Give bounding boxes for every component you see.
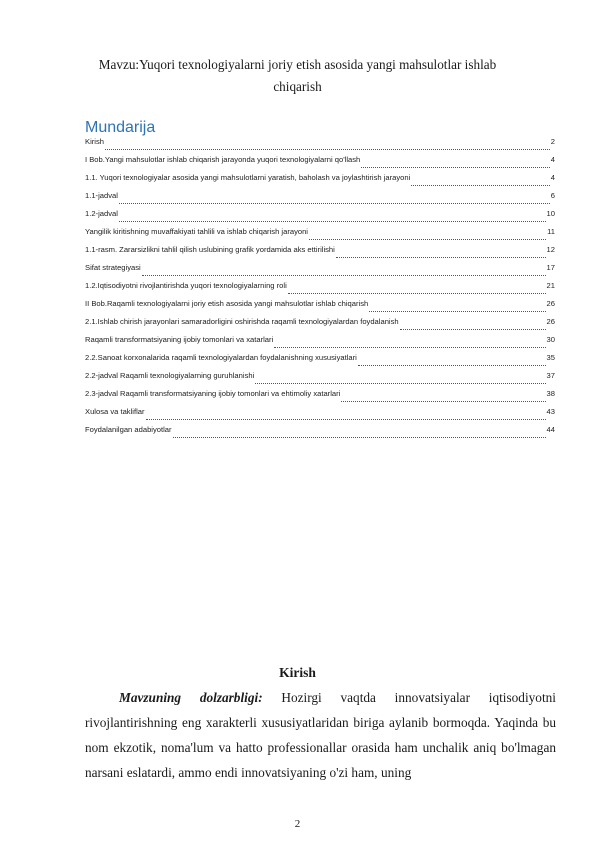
toc-entry[interactable]	[85, 317, 555, 335]
toc-entry[interactable]	[85, 191, 555, 209]
toc-entry-page: 17	[546, 263, 555, 272]
toc-entry-text: 2.3-jadval Raqamli transformatsiyaning ijobiy tomonlari va ehtimoliy xatarlari	[85, 389, 341, 398]
toc-entry-page: 4	[550, 155, 555, 164]
toc-entry[interactable]	[85, 335, 555, 353]
toc-entry[interactable]	[85, 281, 555, 299]
toc-heading: Mundarija	[85, 119, 156, 136]
toc-entry[interactable]	[85, 227, 555, 245]
toc-dot-leader	[119, 203, 550, 204]
toc-entry-page: 26	[546, 317, 555, 326]
toc-entry[interactable]	[85, 299, 555, 317]
toc-dot-leader	[288, 293, 546, 294]
toc-entry-page: 11	[547, 227, 555, 236]
toc-entry[interactable]	[85, 389, 555, 407]
toc-entry[interactable]	[85, 137, 555, 155]
toc-entry-text: Raqamli transformatsiyaning ijobiy tomonlari va xatarlari	[85, 335, 274, 344]
toc-entry-page: 21	[546, 281, 555, 290]
toc-entry-page: 35	[546, 353, 555, 362]
toc-entry-page: 26	[546, 299, 555, 308]
toc-entry-text: II Bob.Raqamli texnologiyalarni joriy etish asosida yangi mahsulotlar ishlab chiqarish	[85, 299, 369, 308]
toc-dot-leader	[369, 311, 545, 312]
toc-dot-leader	[146, 419, 546, 420]
toc-entry-text: Yangilik kiritishning muvaffakiyati tahlili va ishlab chiqarish jarayoni	[85, 227, 308, 236]
toc-entry-text: 1.1-jadval	[85, 191, 118, 200]
toc-entry-page: 4	[550, 173, 555, 182]
toc-dot-leader	[361, 167, 550, 168]
toc-entry[interactable]	[85, 371, 555, 389]
toc-entry-text: 1.2-jadval	[85, 209, 118, 218]
toc-entry[interactable]	[85, 209, 555, 227]
toc-dot-leader	[274, 347, 545, 348]
toc-entry-page: 38	[546, 389, 555, 398]
page-number: 2	[294, 818, 301, 830]
paragraph-text: Hozirgi vaqtda innovatsiyalar iqtisodiyotni rivojlantirishning eng xarakterli xususiyatlaridan biriga aylanib bormoqda. Yaqinda bu nom ekzotik, noma'lum va hatto professionallar orasida ham unchalik aniq bo'lmagan narsani eslatardi, ammo endi innovatsiyaning o'zi ham, uning	[85, 690, 556, 780]
toc-entry-page: 43	[546, 407, 555, 416]
toc-entry[interactable]	[85, 425, 555, 443]
toc-entry-page: 10	[546, 209, 555, 218]
paragraph-lead: Mavzuning dolzarbligi:	[119, 690, 263, 705]
toc-entry-page: 6	[550, 191, 555, 200]
toc-entry-text: 1.2.Iqtisodiyotni rivojlantirishda yuqori texnologiyalarning roli	[85, 281, 287, 290]
toc-dot-leader	[341, 401, 545, 402]
toc-dot-leader	[142, 275, 546, 276]
toc-entry[interactable]	[85, 245, 555, 263]
toc-entry-text: 2.1.Ishlab chirish jarayonlari samaradorligini oshirishda raqamli texnologiyalardan foydalanish	[85, 317, 399, 326]
toc-dot-leader	[119, 221, 546, 222]
toc-entry-text: Xulosa va takliflar	[85, 407, 145, 416]
toc-dot-leader	[400, 329, 546, 330]
toc-entry-text: 2.2.Sanoat korxonalarida raqamli texnologiyalardan foydalanishning xususiyatlari	[85, 353, 357, 362]
toc-entry[interactable]	[85, 407, 555, 425]
toc-entry-text: 1.1-rasm. Zararsizlikni tahlil qilish uslubining grafik yordamida aks ettirilishi	[85, 245, 335, 254]
toc-entry-page: 12	[546, 245, 555, 254]
toc-dot-leader	[173, 437, 546, 438]
toc-entry-text: I Bob.Yangi mahsulotlar ishlab chiqarish jarayonda yuqori texnologiyalarni qo'llash	[85, 155, 361, 164]
toc-entry-page: 30	[546, 335, 555, 344]
section-heading: Kirish	[279, 665, 316, 680]
toc-entry-page: 44	[546, 425, 555, 434]
toc-entry-text: 2.2-jadval Raqamli texnologiyalarning guruhlanishi	[85, 371, 255, 380]
toc-entry-text: Sifat strategiyasi	[85, 263, 141, 272]
toc-entry-text: Foydalanilgan adabiyotlar	[85, 425, 172, 434]
toc-entry-page: 2	[550, 137, 555, 146]
toc-dot-leader	[358, 365, 546, 366]
table-of-contents	[85, 137, 555, 443]
toc-entry-text: 1.1. Yuqori texnologiyalar asosida yangi mahsulotlarni yaratish, baholash va joylashtirish jarayoni	[85, 173, 411, 182]
toc-entry-text: Kirish	[85, 137, 104, 146]
document-title: Mavzu:Yuqori texnologiyalarni joriy etish asosida yangi mahsulotlar ishlab chiqarish	[98, 57, 497, 94]
toc-entry-page: 37	[546, 371, 555, 380]
toc-entry[interactable]	[85, 173, 555, 191]
toc-entry[interactable]	[85, 155, 555, 173]
toc-dot-leader	[309, 239, 546, 240]
toc-dot-leader	[336, 257, 546, 258]
toc-entry[interactable]	[85, 263, 555, 281]
toc-entry[interactable]	[85, 353, 555, 371]
toc-dot-leader	[255, 383, 545, 384]
intro-paragraph	[85, 685, 556, 785]
toc-dot-leader	[105, 149, 550, 150]
toc-dot-leader	[411, 185, 549, 186]
